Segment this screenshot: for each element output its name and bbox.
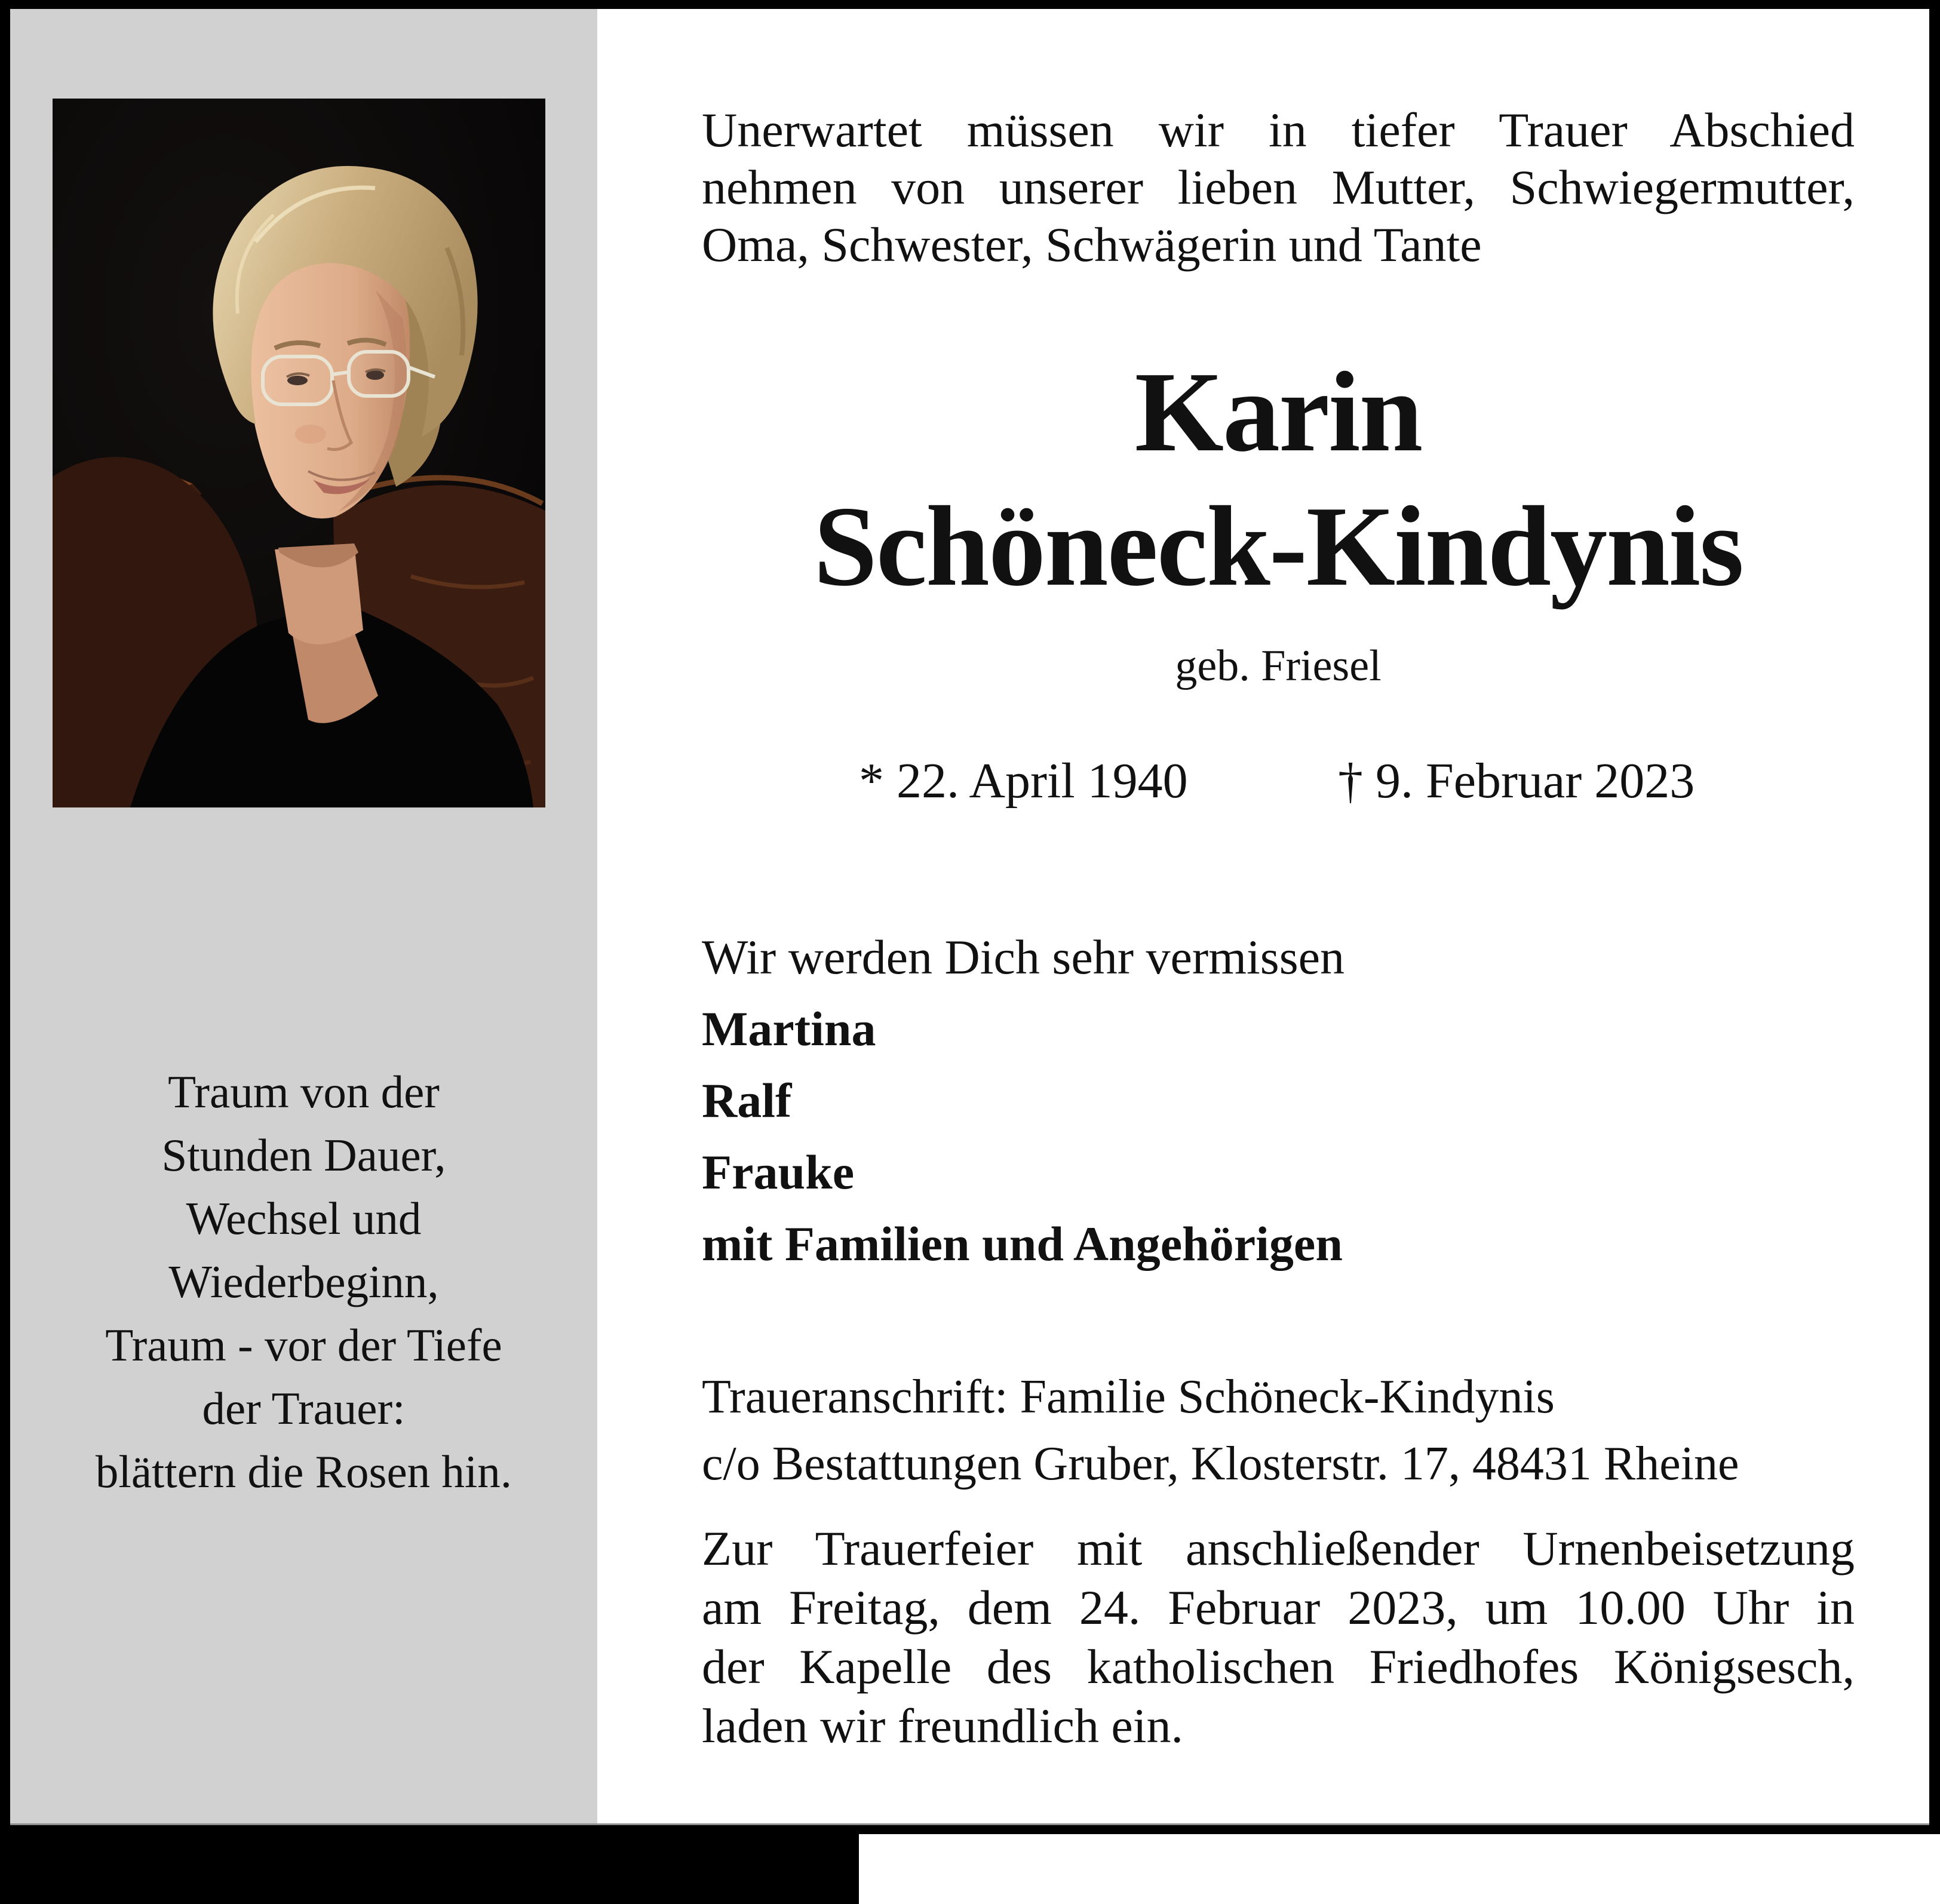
poem-line: Wiederbeginn,: [168, 1256, 439, 1307]
intro-line: Unerwartet müssen wir in tiefer Trauer Abschied: [702, 103, 1855, 157]
poem-line: Stunden Dauer,: [161, 1129, 446, 1181]
deceased-first-name: Karin: [1134, 348, 1422, 475]
cheek: [295, 425, 326, 444]
intro-line: Oma, Schwester, Schwägerin und Tante: [702, 217, 1482, 272]
poem: [34, 1060, 573, 1503]
intro-paragraph: [702, 102, 1855, 274]
death-date: † 9. Februar 2023: [1338, 753, 1695, 809]
poem-line: Traum von der: [168, 1066, 440, 1117]
mourners-block: [702, 922, 1855, 1280]
deceased-last-name: Schöneck-Kindynis: [814, 483, 1743, 610]
left-gray-panel: [10, 9, 597, 1823]
mourner-name: Ralf: [702, 1073, 792, 1128]
next-page-fragment: [859, 1834, 1940, 1904]
ceremony-paragraph: [702, 1519, 1855, 1755]
ceremony-line: laden wir freundlich ein.: [702, 1699, 1184, 1753]
poem-line: der Trauer:: [202, 1383, 406, 1434]
maiden-name: geb. Friesel: [1175, 641, 1382, 690]
mourner-name: Martina: [702, 1002, 876, 1056]
intro-line: nehmen von unserer lieben Mutter, Schwiegermutter,: [702, 160, 1855, 214]
ceremony-line: der Kapelle des katholischen Friedhofes Königsesch,: [702, 1639, 1855, 1694]
life-dates: [702, 753, 1855, 818]
poem-line: Traum - vor der Tiefe: [105, 1319, 502, 1371]
portrait-photo: [53, 99, 545, 807]
poem-line: Wechsel und: [186, 1193, 422, 1244]
announcement-text: [702, 9, 1855, 1823]
ceremony-line: am Freitag, dem 24. Februar 2023, um 10.00 Uhr in: [702, 1580, 1855, 1635]
condolence-address: [702, 1363, 1855, 1497]
ceremony-line: Zur Trauerfeier mit anschließender Urnenbeisetzung: [702, 1521, 1855, 1576]
birth-date: * 22. April 1940: [859, 753, 1188, 809]
obituary-card: [10, 9, 1929, 1825]
farewell-line: Wir werden Dich sehr vermissen: [702, 930, 1345, 984]
poem-line: blättern die Rosen hin.: [95, 1446, 512, 1497]
mourner-name: Frauke: [702, 1145, 855, 1199]
portrait-illustration: [53, 99, 545, 807]
address-line: Traueranschrift: Familie Schöneck-Kindynis: [702, 1371, 1555, 1423]
mourners-closing: mit Familien und Angehörigen: [702, 1217, 1343, 1271]
address-line: c/o Bestattungen Gruber, Klosterstr. 17, 48431 Rheine: [702, 1438, 1739, 1490]
